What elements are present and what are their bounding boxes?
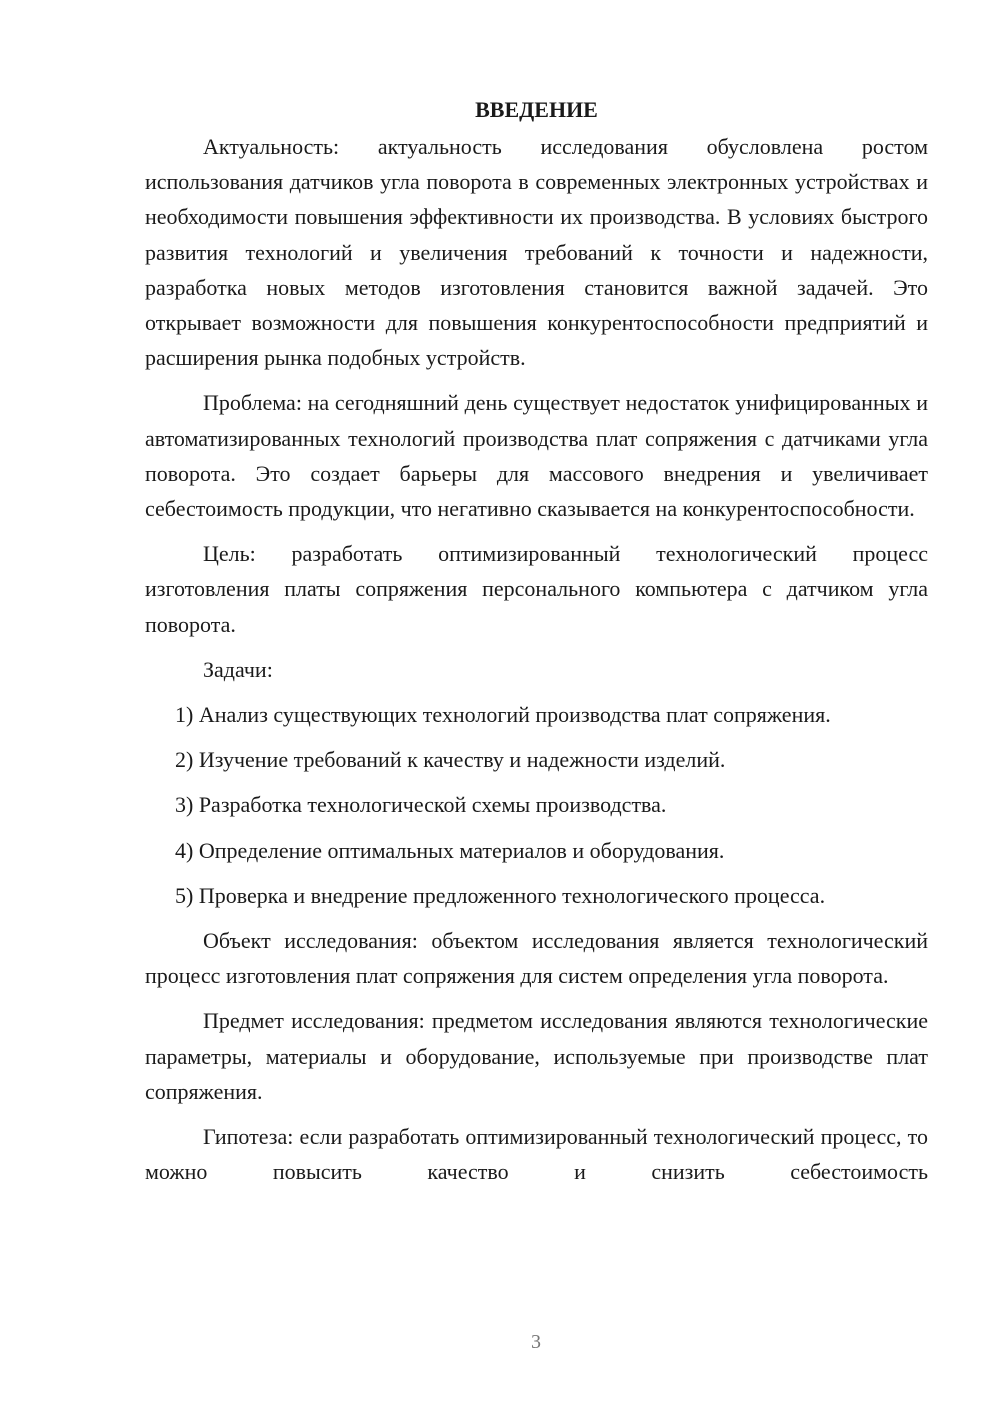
list-item: 5) Проверка и внедрение предложенного технологического процесса. bbox=[175, 882, 826, 908]
list-item: 4) Определение оптимальных материалов и оборудования. bbox=[175, 837, 725, 863]
paragraph-relevance: Актуальность: актуальность исследования обусловлена ростом использования датчиков угла поворота в современных электронных устройствах и необходимости повышения эффективности их производства. В условиях быстрого развития технологий и увеличения требований к точности и надежности, разработка новых методов изготовления становится важной задачей. Это открывает возможности для повышения конкурентоспособности предприятий и расширения рынка подобных устройств. bbox=[145, 134, 928, 371]
tasks-label: Задачи: bbox=[203, 656, 273, 682]
document-page bbox=[145, 92, 928, 1199]
page-number: 3 bbox=[531, 1331, 541, 1353]
paragraph-goal: Цель: разработать оптимизированный технологический процесс изготовления платы сопряжения персонального компьютера с датчиком угла поворота. bbox=[145, 541, 928, 637]
list-item: 2) Изучение требований к качеству и надежности изделий. bbox=[175, 747, 726, 773]
page-title: ВВЕДЕНИЕ bbox=[475, 97, 598, 122]
paragraph-object: Объект исследования: объектом исследования является технологический процесс изготовления плат сопряжения для систем определения угла поворота. bbox=[145, 928, 928, 989]
tasks-list bbox=[145, 697, 928, 913]
list-item: 1) Анализ существующих технологий производства плат сопряжения. bbox=[175, 702, 831, 728]
paragraph-problem: Проблема: на сегодняшний день существует недостаток унифицированных и автоматизированных технологий производства плат сопряжения с датчиками угла поворота. Это создает барьеры для массового внедрения и увеличивает себестоимость продукции, что негативно сказывается на конкурентоспособности. bbox=[145, 390, 928, 522]
paragraph-hypothesis: Гипотеза: если разработать оптимизированный технологический процесс, то можно повысить качество и снизить себестоимость bbox=[145, 1124, 928, 1185]
paragraph-subject: Предмет исследования: предметом исследования являются технологические параметры, материалы и оборудование, используемые при производстве плат сопряжения. bbox=[145, 1008, 928, 1104]
list-item: 3) Разработка технологической схемы производства. bbox=[175, 792, 667, 818]
